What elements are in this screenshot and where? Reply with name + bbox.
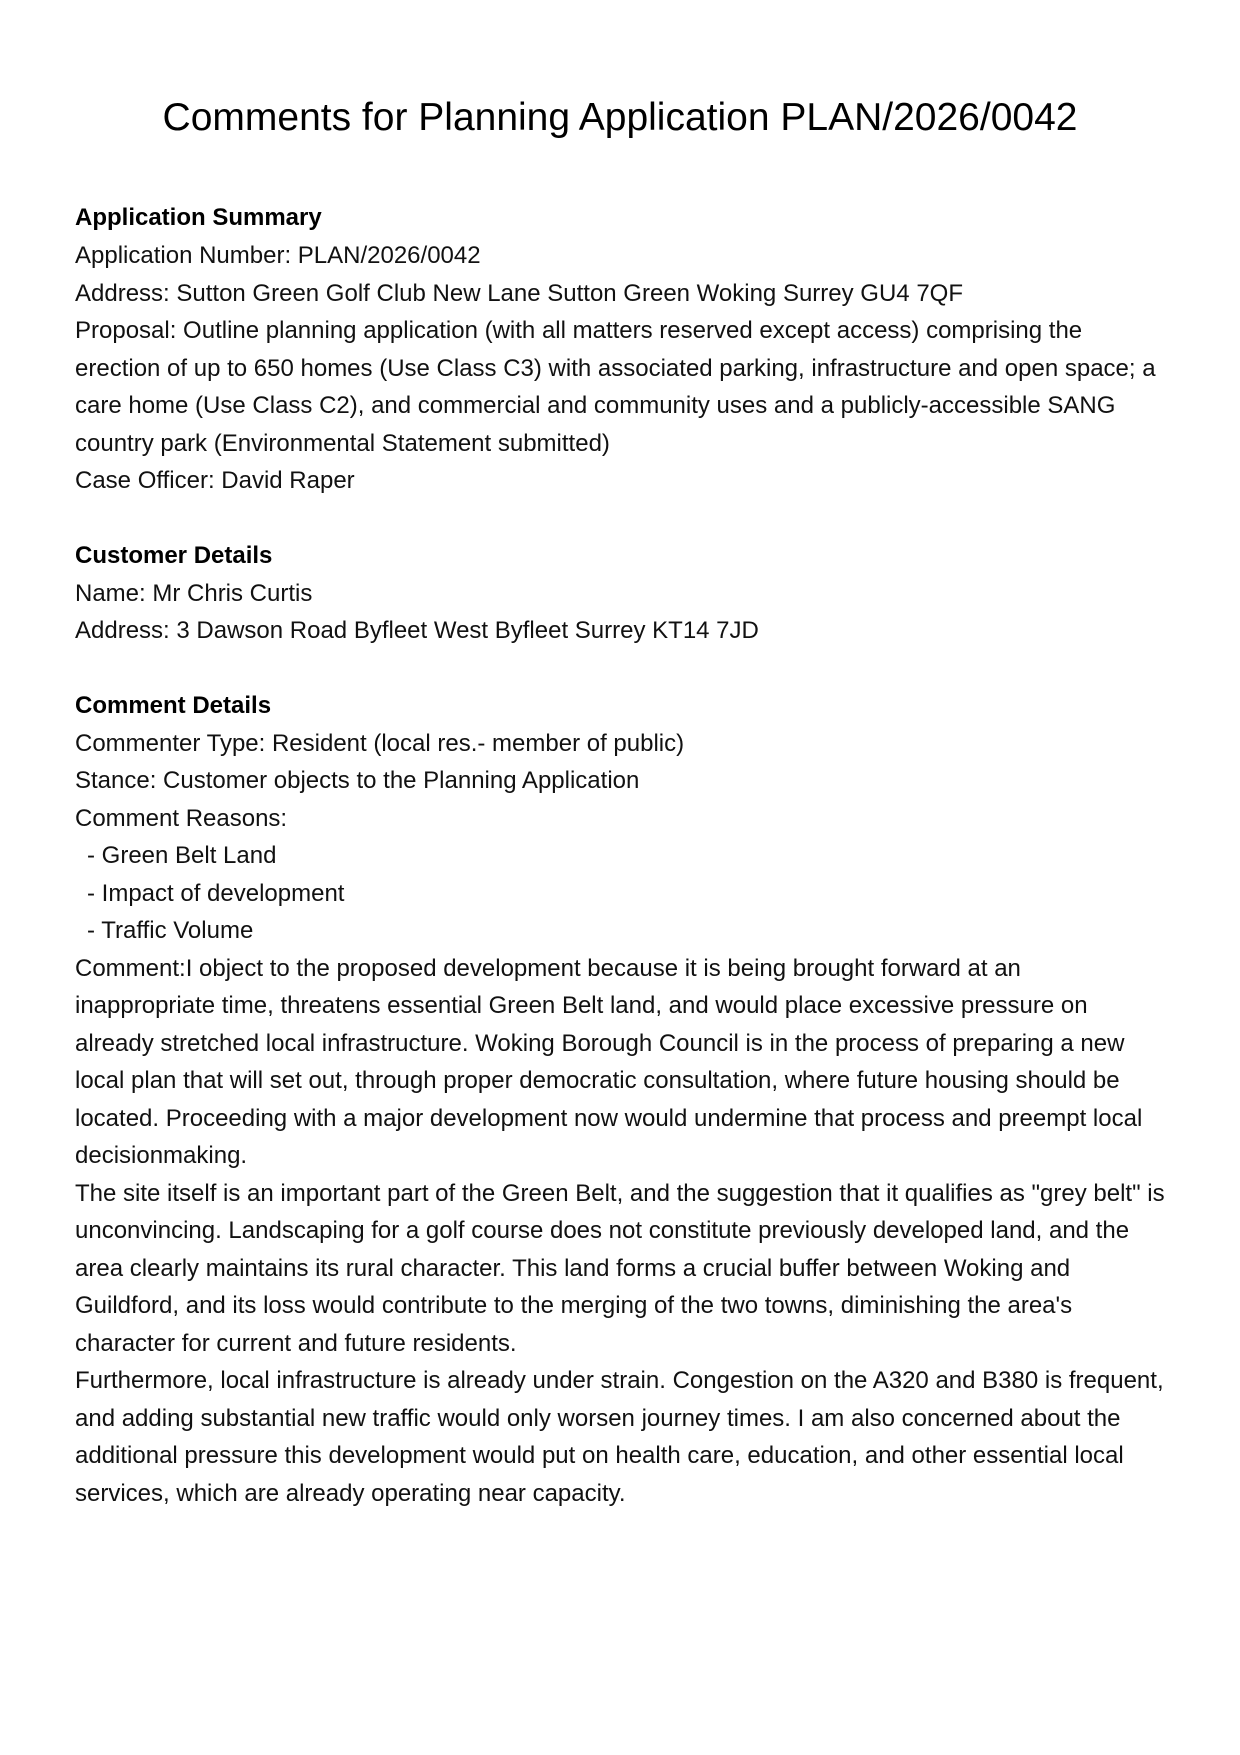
comment-paragraph: Comment:I object to the proposed development because it is being brought forward at an inappropriate time, threatens essential Green Belt land, and would place excessive pressure on already stretched local infrastructure. Woking Borough Council is in the process of preparing a new local plan that will set out, through proper democratic consultation, where future housing should be located. Proceeding with a major development now would undermine that process and preempt local decisionmaking. bbox=[75, 954, 1143, 1169]
comment-reason-item: - Impact of development bbox=[87, 879, 345, 907]
customer-name: Name: Mr Chris Curtis bbox=[75, 579, 313, 607]
comment-paragraph: The site itself is an important part of the Green Belt, and the suggestion that it qualifies as "grey belt" is unconvincing. Landscaping for a golf course does not constitute previously developed land, and the area clearly maintains its rural character. This land forms a crucial buffer between Woking and Guildford, and its loss would contribute to the merging of the two towns, diminishing the area's character for current and future residents. bbox=[75, 1179, 1165, 1357]
commenter-type: Commenter Type: Resident (local res.- member of public) bbox=[75, 729, 685, 757]
site-address: Address: Sutton Green Golf Club New Lane Sutton Green Woking Surrey GU4 7QF bbox=[75, 279, 963, 307]
comment-reason-item: - Green Belt Land bbox=[87, 842, 277, 869]
stance: Stance: Customer objects to the Planning Application bbox=[75, 767, 640, 794]
comment-details-heading: Comment Details bbox=[75, 691, 272, 719]
customer-details-section bbox=[75, 537, 1165, 650]
comment-details-section bbox=[75, 687, 1165, 1513]
comment-reasons-label: Comment Reasons: bbox=[75, 804, 288, 832]
customer-address: Address: 3 Dawson Road Byfleet West Byfleet Surrey KT14 7JD bbox=[75, 617, 759, 644]
application-number: Application Number: PLAN/2026/0042 bbox=[75, 242, 481, 269]
comment-reason-item: - Traffic Volume bbox=[87, 917, 254, 944]
comment-paragraph: Furthermore, local infrastructure is already under strain. Congestion on the A320 and B380 is frequent, and adding substantial new traffic would only worsen journey times. I am also concerned about the additional pressure this development would put on health care, education, and other essential local services, which are already operating near capacity. bbox=[75, 1367, 1164, 1507]
application-summary-heading: Application Summary bbox=[75, 204, 322, 231]
application-summary-section bbox=[75, 199, 1165, 500]
customer-details-heading: Customer Details bbox=[75, 541, 273, 569]
proposal-text: Proposal: Outline planning application (with all matters reserved except access) comprising the erection of up to 650 homes (Use Class C3) with associated parking, infrastructure and open space; a care home (Use Class C2), and commercial and community uses and a publicly-accessible SANG country park (Environmental Statement submitted) bbox=[75, 317, 1156, 457]
page-title: Comments for Planning Application PLAN/2026/0042 bbox=[162, 96, 1078, 139]
case-officer: Case Officer: David Raper bbox=[75, 467, 355, 494]
